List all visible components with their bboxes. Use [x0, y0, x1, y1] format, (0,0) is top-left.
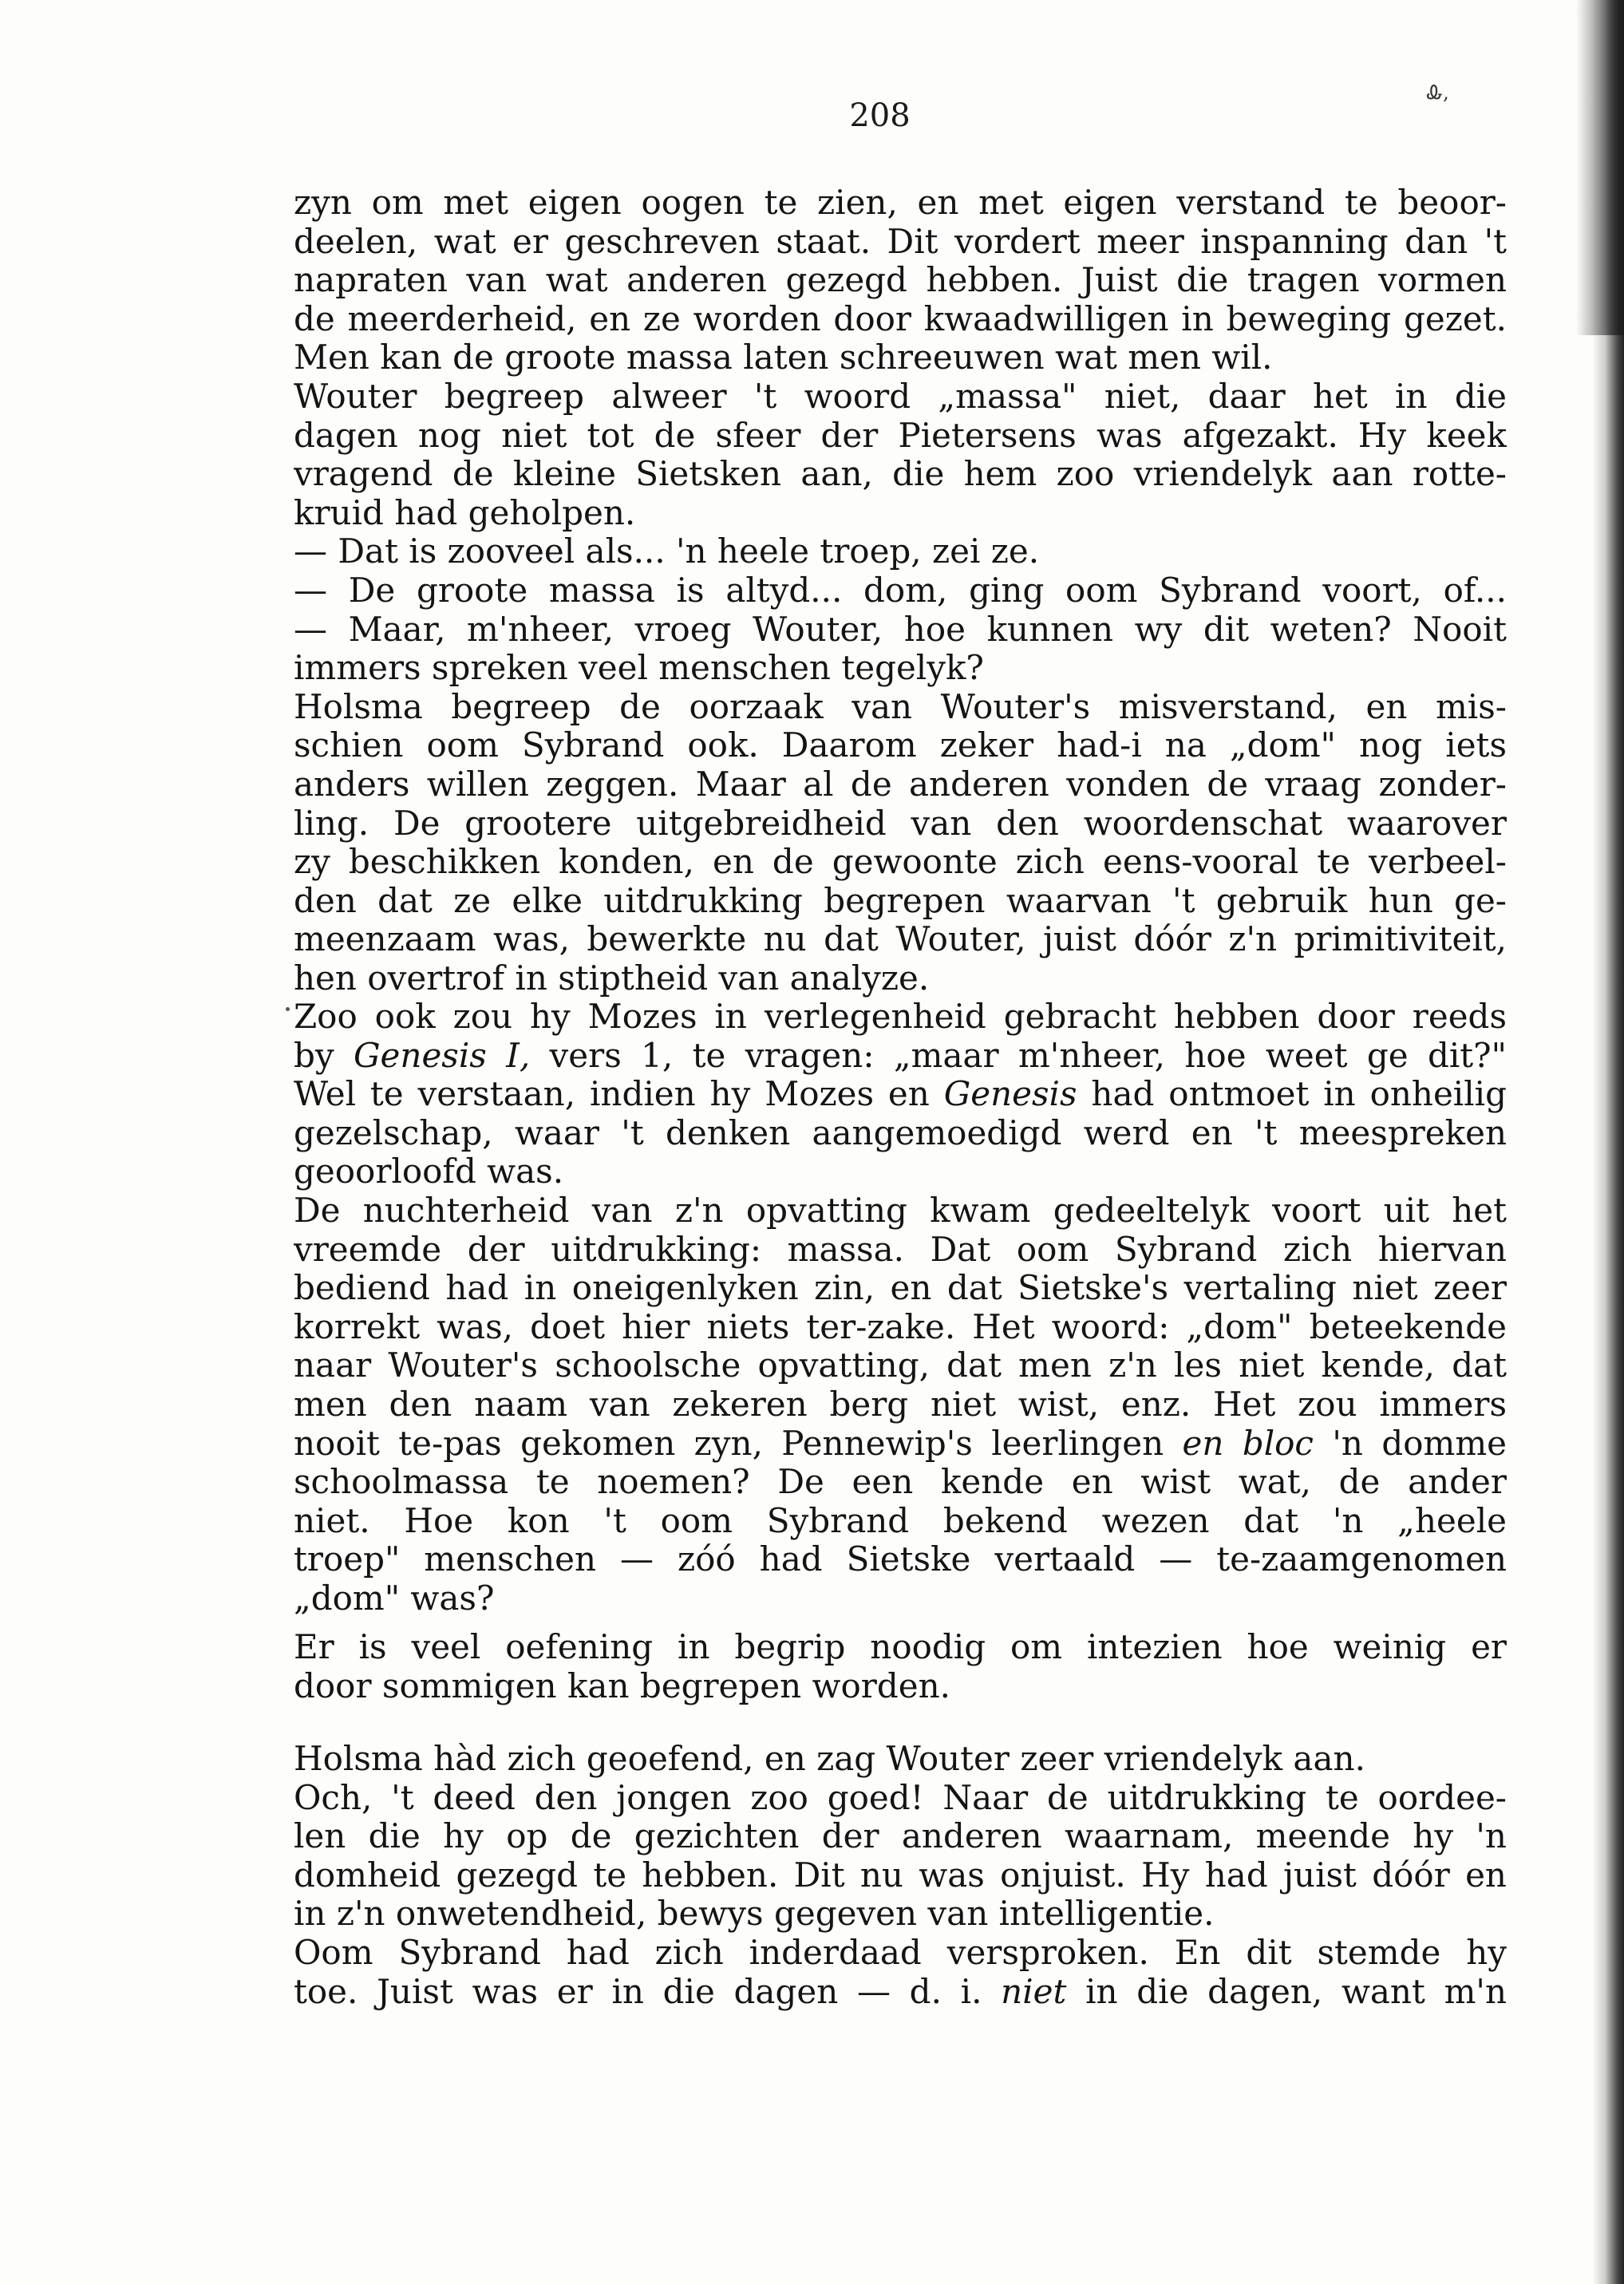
- text-line: anders willen zeggen. Maar al de anderen vonden de vraag zonder-: [294, 765, 1507, 804]
- text-line: napraten van wat anderen gezegd hebben. Juist die tragen vormen: [294, 261, 1507, 300]
- text-block-4: [294, 1740, 1507, 2011]
- text-line: vreemde der uitdrukking: massa. Dat oom Sybrand zich hiervan: [294, 1230, 1507, 1269]
- text-line: Holsma hàd zich geoefend, en zag Wouter zeer vriendelyk aan.: [294, 1740, 1365, 1778]
- italic-phrase: en bloc: [1182, 1424, 1314, 1463]
- dialogue-line: — Maar, m'nheer, vroeg Wouter, hoe kunnen wy dit weten? Nooit: [294, 610, 1507, 649]
- text-line: niet. Hoe kon 't oom Sybrand bekend wezen dat 'n „heele: [294, 1501, 1507, 1540]
- dialogue-line: — De groote massa is altyd... dom, ging oom Sybrand voort, of...: [294, 571, 1507, 610]
- text-line: Men kan de groote massa laten schreeuwen wat men wil.: [294, 338, 1273, 377]
- text-line: schien oom Sybrand ook. Daarom zeker had-i na „dom" nog iets: [294, 726, 1507, 765]
- text-block-3: [294, 1628, 1507, 1705]
- text-line: zyn om met eigen oogen te zien, en met eigen verstand te beoor-: [294, 184, 1507, 222]
- text-line: zy beschikken konden, en de gewoonte zich eens-vooral te verbeel-: [294, 843, 1507, 882]
- text-line: dagen nog niet tot de sfeer der Pietersens was afgezakt. Hy keek: [294, 416, 1507, 455]
- text-line: De nuchterheid van z'n opvatting kwam gedeeltelyk voort uit het: [294, 1191, 1507, 1230]
- text-line: Och, 't deed den jongen zoo goed! Naar de uitdrukking te oordee-: [294, 1778, 1507, 1817]
- text-line: [294, 1973, 1507, 2012]
- text-line: door sommigen kan begrepen worden.: [294, 1666, 950, 1705]
- italic-citation: Genesis: [943, 1075, 1077, 1114]
- text-segment: nooit te-pas gekomen zyn, Pennewip's leerlingen: [294, 1424, 1183, 1463]
- text-line: „dom" was?: [294, 1579, 495, 1618]
- text-line: troep" menschen — zóó had Sietske vertaald — te-zaamgenomen: [294, 1540, 1507, 1579]
- text-block-2: [294, 998, 1507, 1618]
- text-line: kruid had geholpen.: [294, 493, 636, 532]
- text-line: Oom Sybrand had zich inderdaad versproken. En dit stemde hy: [294, 1933, 1507, 1972]
- text-line: den dat ze elke uitdrukking begrepen waarvan 't gebruik hun ge-: [294, 881, 1507, 920]
- text-line: Holsma begreep de oorzaak van Wouter's misverstand, en mis-: [294, 687, 1507, 726]
- text-line: [294, 1037, 1507, 1076]
- text-line: ling. De grootere uitgebreidheid van den woordenschat waarover: [294, 804, 1507, 843]
- text-line: hen overtrof in stiptheid van analyze.: [294, 958, 930, 998]
- text-segment: 'n domme: [1313, 1424, 1507, 1463]
- text-line: immers spreken veel menschen tegelyk?: [294, 649, 984, 688]
- text-line: vragend de kleine Sietsken aan, die hem zoo vriendelyk aan rotte-: [294, 455, 1507, 494]
- text-line: Zoo ook zou hy Mozes in verlegenheid gebracht hebben door reeds: [294, 998, 1507, 1036]
- text-line: de meerderheid, en ze worden door kwaadwilligen in beweging gezet.: [294, 299, 1507, 338]
- text-line: gezelschap, waar 't denken aangemoedigd werd en 't meespreken: [294, 1113, 1507, 1152]
- page-corner-shadow: [1576, 0, 1624, 335]
- text-line: deelen, wat er geschreven staat. Dit vordert meer inspanning dan 't: [294, 222, 1507, 261]
- text-line: [294, 1425, 1507, 1464]
- text-line: geoorloofd was.: [294, 1152, 564, 1191]
- text-line: korrekt was, doet hier niets ter-zake. Het woord: „dom" beteekende: [294, 1307, 1507, 1346]
- text-segment: toe. Juist was er in die dagen — d. i.: [294, 1972, 1002, 2011]
- italic-citation: Genesis I,: [354, 1036, 531, 1075]
- text-segment: by: [294, 1036, 354, 1075]
- text-line: in z'n onwetendheid, bewys gegeven van intelligentie.: [294, 1895, 1215, 1934]
- italic-word: niet: [1001, 1972, 1067, 2011]
- stray-mark: [286, 1007, 290, 1011]
- text-line: meenzaam was, bewerkte nu dat Wouter, juist dóór z'n primitiviteit,: [294, 920, 1507, 959]
- text-line: men den naam van zekeren berg niet wist, enz. Het zou immers: [294, 1385, 1507, 1424]
- text-line: Wouter begreep alweer 't woord „massa" niet, daar het in die: [294, 377, 1507, 416]
- text-line: [294, 1075, 1507, 1114]
- text-line: domheid gezegd te hebben. Dit nu was onjuist. Hy had juist dóór en: [294, 1855, 1507, 1895]
- text-line: len die hy op de gezichten der anderen waarnam, meende hy 'n: [294, 1817, 1507, 1856]
- text-line: bediend had in oneigenlyken zin, en dat Sietske's vertaling niet zeer: [294, 1269, 1507, 1308]
- text-segment: in die dagen, want m'n: [1066, 1972, 1507, 2011]
- text-segment: Wel te verstaan, indien hy Mozes en: [294, 1075, 944, 1114]
- text-line: schoolmassa te noemen? De een kende en wist wat, de ander: [294, 1463, 1507, 1502]
- text-line: naar Wouter's schoolsche opvatting, dat men z'n les niet kende, dat: [294, 1346, 1507, 1385]
- dialogue-line: — Dat is zooveel als... 'n heele troep, zei ze.: [294, 532, 1040, 571]
- text-segment: vers 1, te vragen: „maar m'nheer, hoe weet ge dit?": [530, 1036, 1507, 1075]
- text-segment: had ontmoet in onheilig: [1077, 1075, 1507, 1114]
- corner-mark: Ꮂ,: [1427, 81, 1449, 104]
- page-number: 208: [849, 97, 911, 134]
- text-block-1: [294, 184, 1507, 998]
- page-binding-shadow: [1592, 0, 1624, 2284]
- text-line: Er is veel oefening in begrip noodig om intezien hoe weinig er: [294, 1628, 1507, 1666]
